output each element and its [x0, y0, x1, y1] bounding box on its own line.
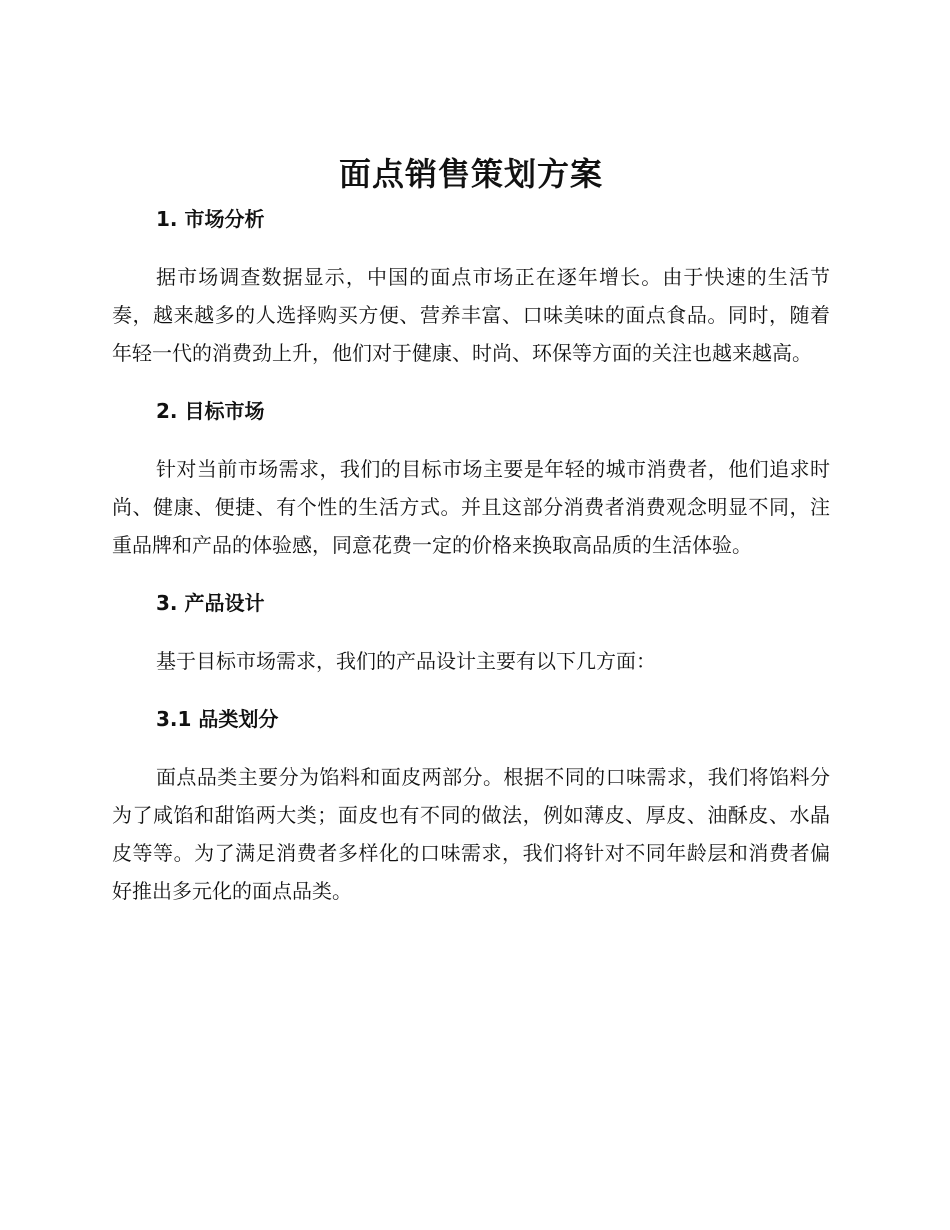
section-body-category-division: 面点品类主要分为馅料和面皮两部分。根据不同的口味需求，我们将馅料分为了咸馅和甜馅两大类；面皮也有不同的做法，例如薄皮、厚皮、油酥皮、水晶皮等等。为了满足消费者多样化的口味需求，我们将针对不同年龄层和消费者偏好推出多元化的面点品类。 [112, 765, 830, 903]
section-heading-target-market: 2. 目标市场 [156, 399, 265, 423]
section-body-product-design: 基于目标市场需求，我们的产品设计主要有以下几方面： [156, 649, 656, 673]
section-body-market-analysis: 据市场调查数据显示，中国的面点市场正在逐年增长。由于快速的生活节奏，越来越多的人选择购买方便、营养丰富、口味美味的面点食品。同时，随着年轻一代的消费劲上升，他们对于健康、时尚、环保等方面的关注也越来越高。 [112, 265, 830, 365]
document-page [112, 148, 830, 910]
page-title: 面点销售策划方案 [338, 155, 603, 193]
section-heading-product-design: 3. 产品设计 [156, 591, 265, 615]
section-heading-category-division: 3.1 品类划分 [156, 707, 279, 731]
section-body-target-market: 针对当前市场需求，我们的目标市场主要是年轻的城市消费者，他们追求时尚、健康、便捷、有个性的生活方式。并且这部分消费者消费观念明显不同，注重品牌和产品的体验感，同意花费一定的价格来换取高品质的生活体验。 [112, 457, 830, 557]
section-heading-market-analysis: 1. 市场分析 [156, 207, 265, 231]
